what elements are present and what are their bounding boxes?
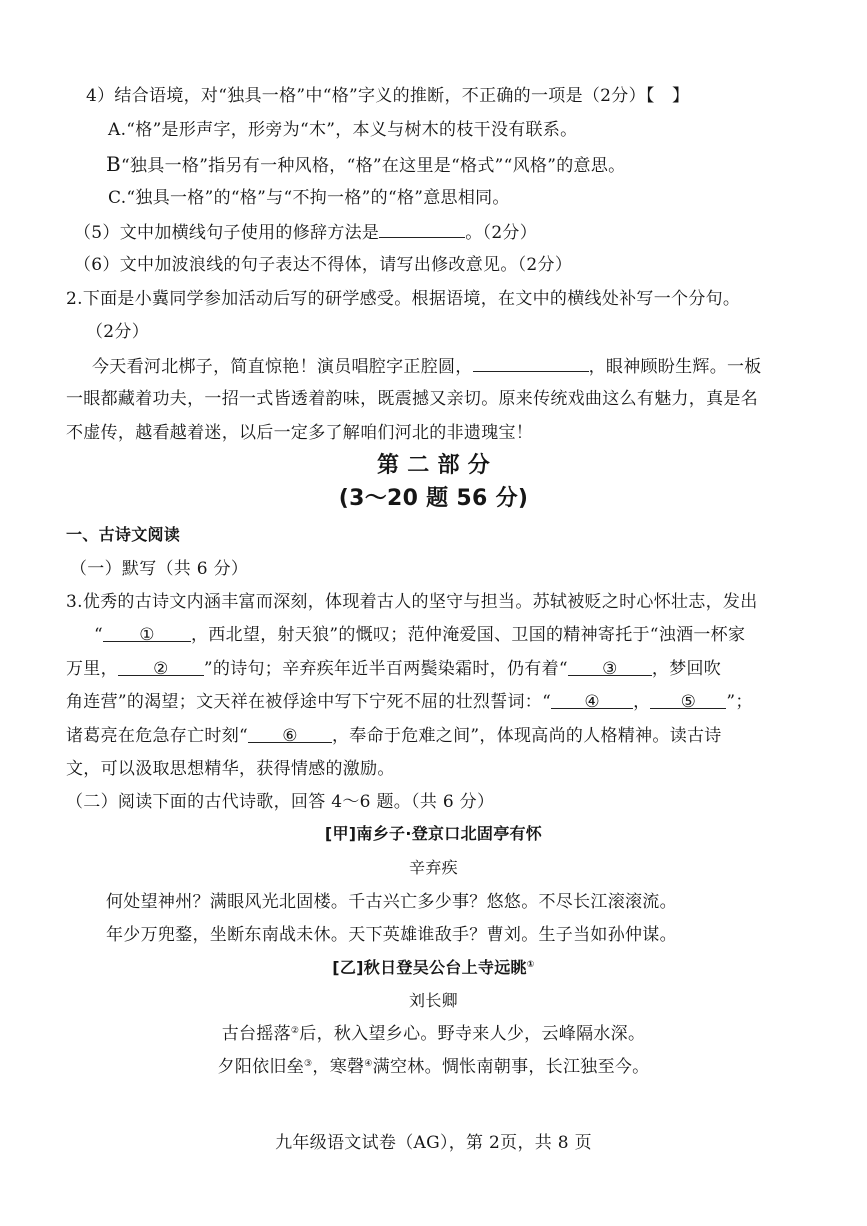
- q3-blank-5[interactable]: [650, 690, 726, 712]
- q2-score: （2分）: [86, 322, 150, 342]
- q2-passage-after: ，眼神顾盼生辉。一板: [588, 357, 762, 377]
- page-footer: 九年级语文试卷（AG），第 2页，共 8 页: [275, 1133, 592, 1153]
- q3-line1: 3.优秀的古诗文内涵丰富而深刻，体现着古人的坚守与担当。苏轼被贬之时心怀壮志，发出: [66, 592, 758, 612]
- q3-quote-open: “: [94, 625, 103, 645]
- q3-line4-end: ”；: [726, 692, 753, 712]
- q3-line5: [66, 724, 722, 748]
- q3-blank-4[interactable]: [551, 690, 633, 712]
- q3-line4-comma: ，: [633, 692, 651, 712]
- q3-line3-mid: ”的诗句；辛弃疾年近半百两鬓染霜时，仍有着“: [203, 659, 568, 679]
- q3-line4-start: 角连营”的渴望；文天祥在被俘途中写下宁死不屈的壮烈誓词：“: [66, 692, 552, 712]
- q3-line2-text: ，西北望，射天狼”的慨叹；范仲淹爱国、卫国的精神寄托于“浊酒一杯家: [191, 625, 746, 645]
- q3-blank-4-label: ④: [584, 692, 600, 712]
- poem-a-title: [甲]南乡子·登京口北固亭有怀: [324, 824, 543, 843]
- poem-b-title-line: [0, 956, 867, 980]
- q4-stem-text: 结合语境，对“独具一格”中“格”字义的推断，不正确的一项是（2分）【 】: [114, 86, 690, 106]
- q3-blank-1[interactable]: [103, 623, 191, 645]
- q4-option-b: [106, 152, 625, 178]
- q3-blank-2[interactable]: [118, 657, 204, 679]
- q4-option-a: A.“格”是形声字，形旁为“木”，本义与树木的枝干没有联系。: [108, 120, 578, 140]
- q2-passage-line1: [92, 353, 762, 379]
- q2-passage-before: 今天看河北梆子，简直惊艳！演员唱腔字正腔圆，: [92, 357, 473, 377]
- part2-title: 第 二 部 分: [376, 453, 491, 478]
- q3-blank-2-label: ②: [153, 659, 169, 679]
- q3-line4: [66, 690, 753, 714]
- poem-b-line2-b: ，寒磬: [312, 1057, 365, 1077]
- q2-answer-blank[interactable]: [473, 353, 589, 372]
- q4-stem: [86, 84, 689, 108]
- q3-blank-1-label: ①: [139, 625, 155, 645]
- poem-b-line1-a: 古台摇落: [221, 1024, 291, 1044]
- q3-line5-start: 诸葛亮在危急存亡时刻“: [66, 726, 248, 746]
- q3-blank-3[interactable]: [568, 657, 652, 679]
- q5-text: [74, 219, 537, 245]
- poem-b-note-4: ④: [364, 1059, 373, 1069]
- q3-blank-3-label: ③: [602, 659, 618, 679]
- q3-line2: [94, 623, 745, 647]
- sub1-title: （一）默写（共 6 分）: [70, 559, 249, 579]
- q5-stem: （5）文中加横线句子使用的修辞方法是: [74, 223, 380, 243]
- part2-range: (3～20 题 56 分): [338, 486, 529, 511]
- q2-passage-line2: 一眼都藏着功夫，一招一式皆透着韵味，既震撼又亲切。原来传统戏曲这么有魅力，真是名: [66, 389, 758, 409]
- poem-a-line2: 年少万兜鍪，坐断东南战未休。天下英雄谁敌手？曹刘。生子当如孙仲谋。: [106, 925, 677, 945]
- poem-b-line1-b: 后，秋入望乡心。野寺来人少，云峰隔水深。: [299, 1024, 646, 1044]
- q3-line3: [66, 657, 721, 681]
- poem-b-line2-a: 夕阳依旧垒: [217, 1057, 305, 1077]
- sub2-title: （二）阅读下面的古代诗歌，回答 4～6 题。（共 6 分）: [66, 792, 495, 812]
- q3-line3-start: 万里，: [66, 659, 118, 679]
- section1-title: 一、古诗文阅读: [66, 525, 181, 544]
- q5-answer-blank[interactable]: [379, 219, 465, 238]
- poem-b-line1: [0, 1022, 867, 1046]
- q3-line5-end: ，奉命于危难之间”，体现高尚的人格精神。读古诗: [332, 726, 722, 746]
- q3-blank-5-label: ⑤: [680, 692, 697, 712]
- poem-a-line1: 何处望神州？满眼风光北固楼。千古兴亡多少事？悠悠。不尽长江滚滚流。: [106, 892, 677, 912]
- q4-option-b-letter: B: [106, 152, 121, 176]
- poem-b-author: 刘长卿: [409, 991, 458, 1010]
- q3-line3-end: ，梦回吹: [651, 659, 722, 679]
- poem-b-note-2: ②: [290, 1026, 300, 1036]
- q4-option-c: C.“独具一格”的“格”与“不拘一格”的“格”意思相同。: [108, 188, 510, 208]
- poem-b-note-3: ③: [304, 1059, 313, 1069]
- poem-b-line2: [0, 1055, 867, 1079]
- q2-stem: 2.下面是小冀同学参加活动后写的研学感受。根据语境，在文中的横线处补写一个分句。: [66, 289, 741, 309]
- q4-option-b-text: “独具一格”指另有一种风格，“格”在这里是“格式”“风格”的意思。: [121, 156, 626, 176]
- q5-score: 。（2分）: [465, 223, 538, 243]
- poem-b-line2-c: 满空林。惆怅南朝事，长江独至今。: [372, 1057, 650, 1077]
- q4-number: 4）: [86, 86, 115, 106]
- q6-text: （6）文中加波浪线的句子表达不得体，请写出修改意见。（2分）: [74, 255, 573, 275]
- poem-b-title: [乙]秋日登吴公台上寺远眺: [332, 958, 527, 977]
- poem-b-title-note: ①: [526, 960, 535, 970]
- q3-blank-6[interactable]: [248, 724, 332, 746]
- q2-passage-line3: 不虚传，越看越着迷，以后一定多了解咱们河北的非遗瑰宝！: [66, 423, 534, 443]
- poem-a-author: 辛弃疾: [409, 858, 458, 877]
- q3-blank-6-label: ⑥: [282, 726, 298, 746]
- q3-line6: 文，可以汲取思想精华，获得情感的激励。: [66, 759, 395, 779]
